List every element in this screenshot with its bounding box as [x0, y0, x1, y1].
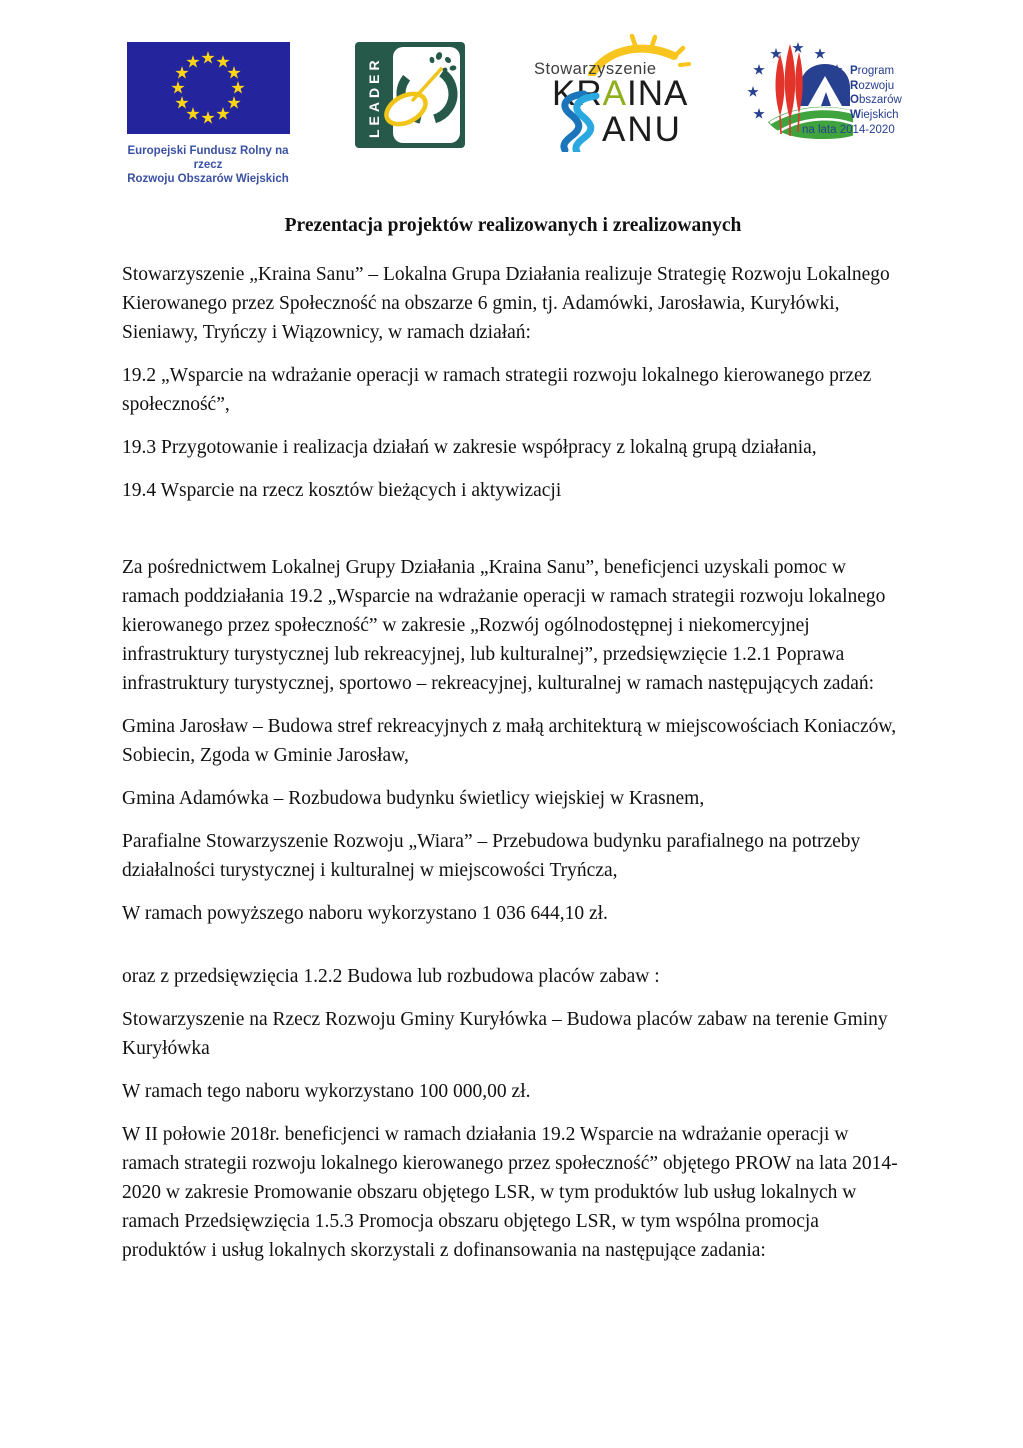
kraina-subtitle: Stowarzyszenie — [534, 60, 657, 78]
eu-caption-line1: Europejski Fundusz Rolny na rzecz — [127, 145, 289, 171]
paragraph-nabor-kwota-1: W ramach powyższego naboru wykorzystano 1 036 644,10 zł. — [122, 903, 608, 924]
kraina-letters-ina: INA — [626, 74, 689, 113]
document-content — [122, 165, 904, 1279]
prow-program-name — [850, 64, 902, 122]
paragraph-19-4: 19.4 Wsparcie na rzecz kosztów bieżących i aktywizacji — [122, 480, 562, 501]
leader-label: LEADER — [366, 56, 382, 138]
logo-header — [0, 0, 1023, 185]
leader-logo — [355, 42, 465, 153]
paragraph-przedsiewziecie-1-2-2: oraz z przedsięwzięcia 1.2.2 Budowa lub rozbudowa placów zabaw : — [122, 966, 660, 987]
river-s-icon — [554, 90, 606, 152]
kraina-word-anu: ANU — [602, 110, 682, 149]
leader-logo-icon — [355, 42, 465, 148]
paragraph-intro: Stowarzyszenie „Kraina Sanu” – Lokalna Grupa Działania realizuje Strategię Rozwoju Lokalnego Kierowanego przez Społeczność na obszarze 6 gmin, tj. Adamówki, Jarosławia, Kuryłówki, Sieniawy, Tryńczy i Wiązownicy, w ramach działań: — [122, 264, 890, 343]
eu-caption-line2: Rozwoju Obszarów Wiejskich — [127, 173, 289, 185]
paragraph-za-posrednictwem: Za pośrednictwem Lokalnej Grupy Działania „Kraina Sanu”, beneficjenci uzyskali pomoc w ramach poddziałania 19.2 „Wsparcie na wdrażanie operacji w ramach strategii rozwoju lokalnego kierowanego przez społeczność” w zakresie „Rozwój ogólnodostępnej i niekomercyjnej infrastruktury turystycznej lub rekreacyjnej, lub kulturalnej”, przedsięwzięcie 1.2.1 Poprawa infrastruktury turystycznej, sportowo – rekreacyjnej, kulturalnej w ramach następujących zadań: — [122, 557, 886, 694]
paragraph-ii-polowa-2018: W II połowie 2018r. beneficjenci w ramach działania 19.2 Wsparcie na wdrażanie operacji w ramach strategii rozwoju lokalnego kierowanego przez społeczność” objętego PROW na lata 2014-2020 w zakresie Promowanie obszaru objętego LSR, w tym produktów lub usług lokalnych w ramach Przedsięwzięcia 1.5.3 Promocja obszaru objętego LSR, w tym wspólna promocja produktów i usług lokalnych skorzystali z dofinansowania na następujące zadania: — [122, 1124, 898, 1261]
paragraph-gmina-jaroslaw: Gmina Jarosław – Budowa stref rekreacyjnych z małą architekturą w miejscowościach Koniaczów, Sobiecin, Zgoda w Gminie Jarosław, — [122, 716, 897, 766]
prow-logo — [738, 42, 918, 147]
kraina-sanu-logo — [528, 34, 696, 154]
prow-word-obszarow: Obszarów — [850, 94, 902, 106]
prow-word-rozwoju: Rozwoju — [850, 79, 895, 92]
prow-word-wiejskich: Wiejskich — [850, 108, 899, 121]
paragraph-nabor-kwota-2: W ramach tego naboru wykorzystano 100 000,00 zł. — [122, 1081, 531, 1102]
prow-period: na lata 2014-2020 — [802, 124, 895, 136]
kraina-letter-a-green: A — [602, 74, 627, 113]
paragraph-stowarzyszenie-kurylowka: Stowarzyszenie na Rzecz Rozwoju Gminy Kuryłówka – Budowa placów zabaw na terenie Gminy Kuryłówka — [122, 1009, 888, 1059]
paragraph-19-3: 19.3 Przygotowanie i realizacja działań w zakresie współpracy z lokalną grupą działania, — [122, 437, 817, 458]
paragraph-gmina-adamowka: Gmina Adamówka – Rozbudowa budynku świetlicy wiejskiej w Krasnem, — [122, 788, 705, 809]
paragraph-parafialne-wiara: Parafialne Stowarzyszenie Rozwoju „Wiara” – Przebudowa budynku parafialnego na potrzeby działalności turystycznej i kulturalnej w miejscowości Tryńcza, — [122, 831, 861, 881]
page-title: Prezentacja projektów realizowanych i zrealizowanych — [284, 215, 742, 236]
paragraph-19-2: 19.2 „Wsparcie na wdrażanie operacji w ramach strategii rozwoju lokalnego kierowanego przez społeczność”, — [122, 365, 872, 415]
eu-flag-icon — [127, 42, 290, 134]
prow-word-program: Program — [850, 65, 895, 77]
kraina-letters-kr: KR — [552, 74, 603, 113]
